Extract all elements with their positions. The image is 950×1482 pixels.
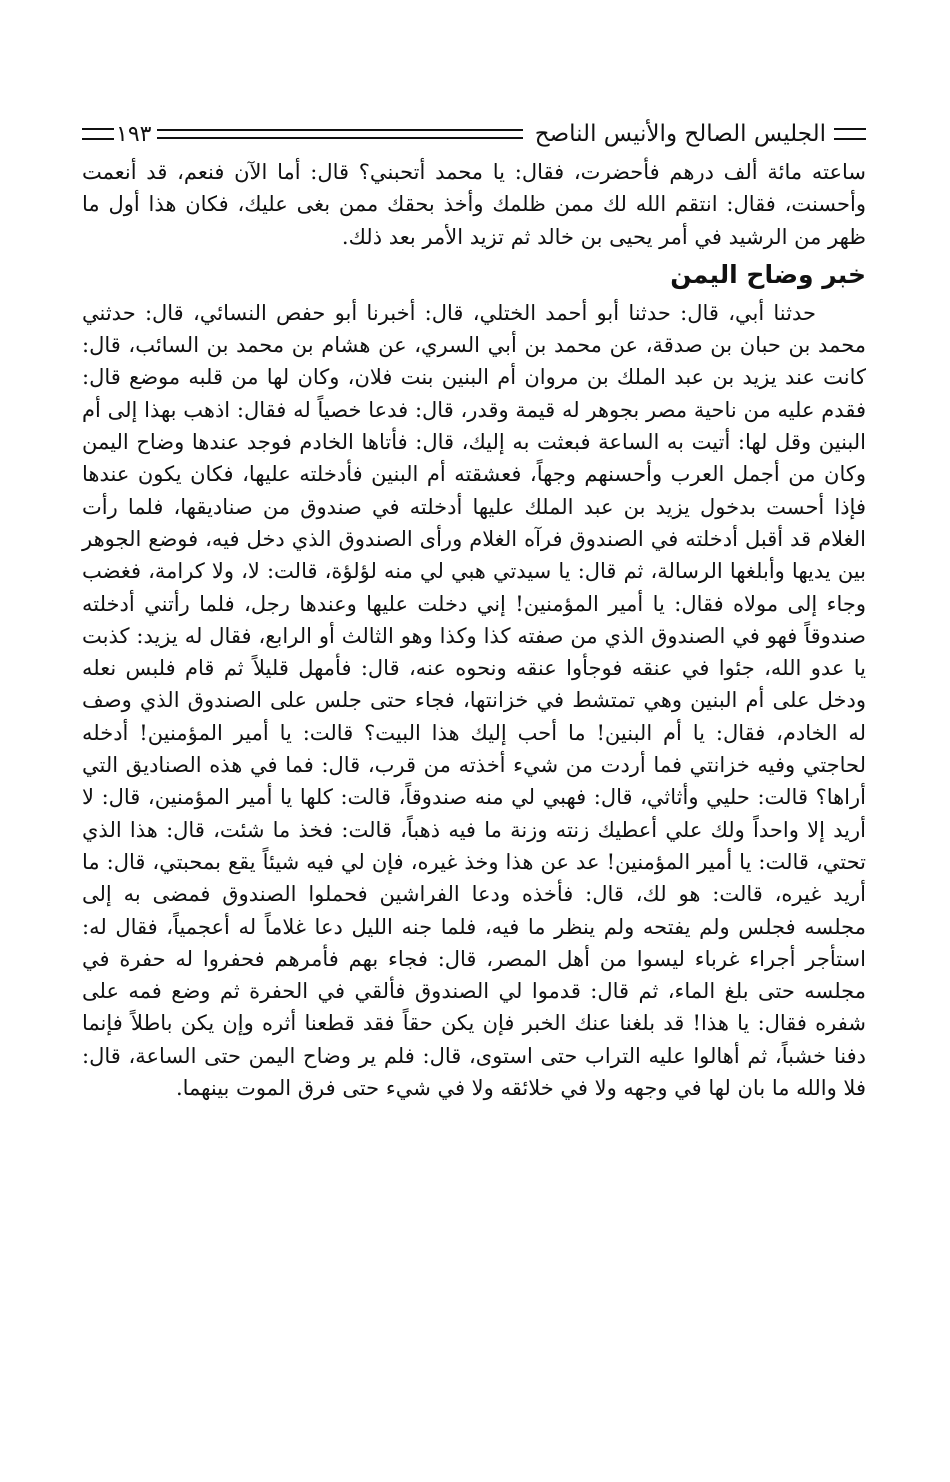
section-heading: خبر وضاح اليمن [670, 259, 866, 289]
header-right-double-rule [834, 128, 866, 140]
book-page [82, 112, 866, 1104]
header-double-rule [157, 129, 522, 139]
paragraph-story: حدثنا أبي، قال: حدثنا أبو أحمد الختلي، قال: أخبرنا أبو حفص النسائي، قال: حدثني محمد بن حبان بن صدقة، عن محمد بن أبي السري، عن هشام بن محمد بن السائب، قال: كانت عند يزيد بن عبد الملك بن مروان أم البنين بنت فلان، وكان لها من قلبه موضع قال: فقدم عليه من ناحية مصر بجوهر له قيمة وقدر، قال: فدعا خصياً له فقال: اذهب بهذا إلى أم البنين وقل لها: أتيت به الساعة فبعثت به إليك، قال: فأتاها الخادم فوجد عندها وضاح اليمن وكان من أجمل العرب وأحسنهم وجهاً، فعشقته أم البنين فأدخلته عليها، فكان يكون عندها فإذا أحست بدخول يزيد بن عبد الملك عليها أدخلته في صندوق من صناديقها، فلما رأت الغلام قد أقبل أدخلته في الصندوق فرآه الغلام ورأى الصندوق الذي دخل فيه، فوضع الجوهر بين يديها وأبلغها الرسالة، ثم قال: يا سيدتي هبي لي منه لؤلؤة، قالت: لا، ولا كرامة، فغضب وجاء إلى مولاه فقال: يا أمير المؤمنين! إني دخلت عليها وعندها رجل، فلما رأتني أدخلته صندوقاً فهو في الصندوق الذي من صفته كذا وكذا وهو الثالث أو الرابع، فقال له يزيد: كذبت يا عدو الله، جئوا في عنقه فوجأوا عنقه ونحوه عنه، قال: فأمهل قليلاً ثم قام فلبس نعله ودخل على أم البنين وهي تمتشط في خزانتها، فجاء حتى جلس على الصندوق الذي وصف له الخادم، فقال: يا أم البنين! ما أحب إليك هذا البيت؟ قالت: يا أمير المؤمنين! أدخله لحاجتي وفيه خزانتي فما أردت من شيء أخذته من قرب، قال: فما في هذه الصناديق التي أراها؟ قالت: حليي وأثاثي، قال: فهبي لي منه صندوقاً، قالت: كلها يا أمير المؤمنين، قال: لا أريد إلا واحداً ولك علي أعطيك زنته وزنة ما فيه ذهباً، قالت: فخذ ما شئت، قال: هذا الذي تحتي، قالت: يا أمير المؤمنين! عد عن هذا وخذ غيره، فإن لي فيه شيئاً يقع بمحبتي، قال: ما أريد غيره، قالت: هو لك، قال: فأخذه ودعا الفراشين فحملوا الصندوق فمضى به إلى مجلسه فجلس ولم يفتحه ولم ينظر ما فيه، فلما جنه الليل دعا غلاماً له أعجمياً، فقال له: استأجر أجراء غرباء ليسوا من أهل المصر، قال: فجاء بهم فأمرهم فحفروا له حفرة في مجلسه حتى بلغ الماء، ثم قال: قدموا لي الصندوق فألقي في الحفرة ثم وضع فمه على شفره فقال: يا هذا! قد بلغنا عنك الخبر فإن يكن حقاً فقد قطعنا أثره وإن يكن باطلاً فإنما دفنا خشباً، ثم أهالوا عليه التراب حتى استوى، قال: فلم ير وضاح اليمن حتى الساعة، قال: فلا والله ما بان لها في وجهه ولا في خلائقه ولا في شيء حتى فرق الموت بينهما. [82, 300, 866, 1101]
paragraph-continuation: ساعته مائة ألف درهم فأحضرت، فقال: يا محمد أتحبني؟ قال: أما الآن فنعم، قد أنعمت وأحسنت، فقال: انتقم الله لك ممن ظلمك وأخذ بحقك ممن بغى عليك، فكان هذا أول ما ظهر من الرشيد في أمر يحيى بن خالد ثم تزيد الأمر بعد ذلك. [82, 160, 866, 249]
page-number: ١٩٣ [116, 121, 152, 147]
header-left-double-rule [82, 128, 114, 140]
running-header [82, 112, 866, 156]
book-title: الجليس الصالح والأنيس الناصح [534, 121, 826, 147]
body-text [82, 156, 866, 1104]
